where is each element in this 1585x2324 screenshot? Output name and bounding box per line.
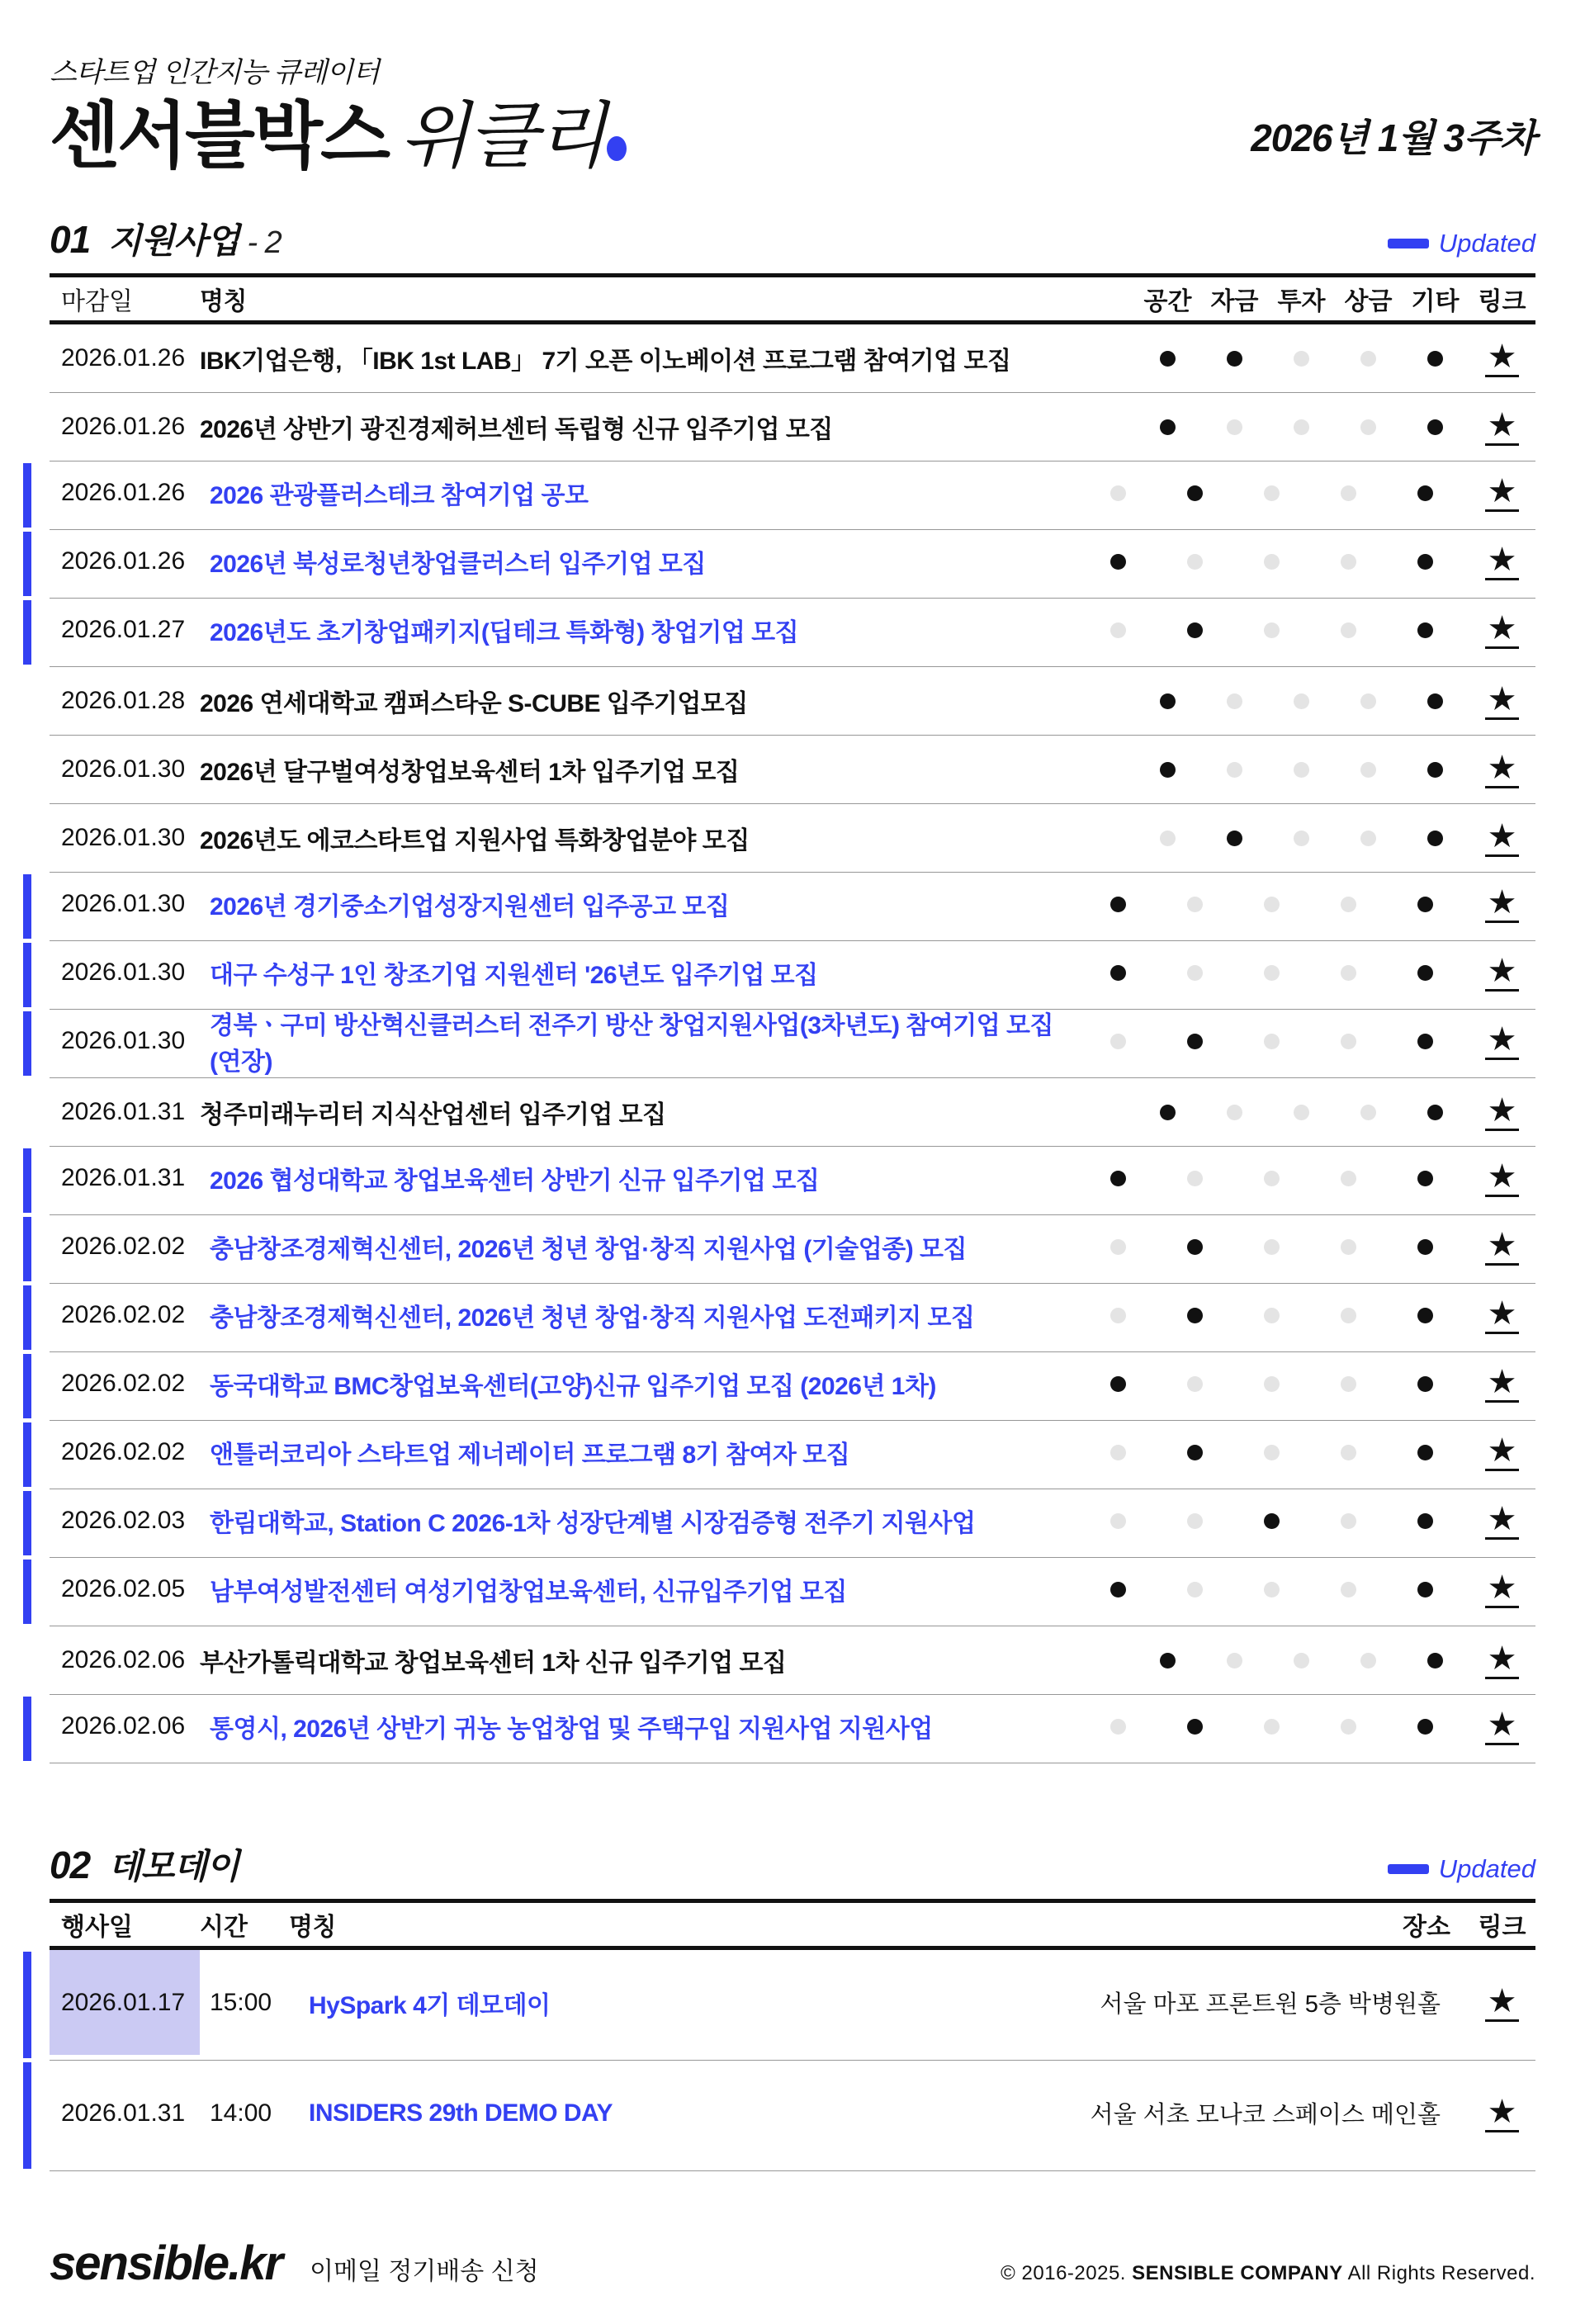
program-title-link[interactable]: 한림대학교, Station C 2026-1차 성장단계별 시장검증형 전주기 지원사업 [210, 1510, 976, 1538]
dot-prize [1335, 693, 1402, 709]
support-table-row [50, 324, 1535, 393]
program-title-link[interactable]: 대구 수성구 1인 창조기업 지원센터 '26년도 입주기업 모집 [210, 962, 818, 990]
column-header-event-date: 행사일 [61, 1914, 133, 1942]
support-table-row [50, 1558, 1535, 1626]
link-cell [1469, 1707, 1535, 1745]
updated-bar-icon [23, 1217, 31, 1281]
dot-prize [1335, 831, 1402, 846]
column-header-link: 링크 [1478, 1914, 1526, 1942]
deadline-cell: 2026.01.30 [61, 1027, 186, 1055]
dot-prize [1315, 965, 1382, 981]
dot-space [1085, 1513, 1152, 1529]
dot-funding [1201, 831, 1268, 846]
link-star-icon[interactable]: ★ [1485, 474, 1520, 512]
dot-space [1085, 1171, 1152, 1186]
column-header-link: 링크 [1478, 288, 1526, 316]
program-title-link[interactable]: 남부여성발전센터 여성기업창업보육센터, 신규입주기업 모집 [210, 1579, 847, 1607]
dot-funding [1162, 1171, 1228, 1186]
support-table-row [50, 461, 1535, 530]
dot-funding [1162, 622, 1228, 638]
dot-funding [1162, 1239, 1228, 1255]
dot-prize [1315, 1239, 1382, 1255]
link-star-icon[interactable]: ★ [1485, 1502, 1520, 1540]
event-title-link[interactable]: INSIDERS 29th DEMO DAY [309, 2099, 613, 2127]
dot-investment [1268, 1105, 1335, 1120]
support-table-row [50, 1215, 1535, 1284]
dot-investment [1238, 1034, 1305, 1049]
link-cell [1469, 2094, 1535, 2132]
dot-space [1085, 1034, 1152, 1049]
program-title-link[interactable]: 2026년 상반기 광진경제허브센터 독립형 신규 입주기업 모집 [200, 416, 833, 444]
support-table-row [50, 667, 1535, 736]
link-cell [1469, 682, 1535, 720]
dot-space [1085, 1582, 1152, 1597]
dot-prize [1315, 622, 1382, 638]
updated-bar-icon [23, 600, 31, 665]
updated-bar-icon [23, 943, 31, 1007]
updated-bar-icon [23, 1354, 31, 1418]
program-title-link[interactable]: 부산가톨릭대학교 창업보육센터 1차 신규 입주기업 모집 [200, 1650, 787, 1678]
dot-etc [1402, 419, 1469, 435]
program-title-link[interactable]: 2026 협성대학교 창업보육센터 상반기 신규 입주기업 모집 [210, 1167, 820, 1195]
dot-prize [1315, 1513, 1382, 1529]
deadline-cell: 2026.01.26 [61, 344, 186, 372]
dot-etc [1402, 693, 1469, 709]
link-cell [1469, 408, 1535, 446]
dot-funding [1162, 1513, 1228, 1529]
dot-investment [1268, 831, 1335, 846]
dot-space [1085, 1308, 1152, 1323]
updated-bar-icon [23, 2062, 31, 2169]
updated-bar-icon [23, 874, 31, 939]
link-cell [1469, 1228, 1535, 1266]
link-cell [1469, 885, 1535, 923]
dot-space [1085, 965, 1152, 981]
updated-dash-icon [1388, 239, 1429, 248]
deadline-cell: 2026.01.30 [61, 824, 186, 852]
dot-space [1085, 554, 1152, 570]
copyright-text [1001, 2262, 1535, 2285]
dot-etc [1392, 1239, 1459, 1255]
dot-etc [1402, 351, 1469, 367]
link-star-icon[interactable]: ★ [1485, 1022, 1520, 1060]
support-table-row [50, 530, 1535, 599]
deadline-cell: 2026.02.03 [61, 1507, 186, 1535]
dot-investment [1268, 762, 1335, 778]
link-star-icon[interactable]: ★ [1485, 819, 1520, 857]
brand-title-bold: 센서블박스 [50, 95, 389, 177]
dot-etc [1392, 485, 1459, 501]
link-cell [1469, 1502, 1535, 1540]
section2-number: 02 [50, 1844, 91, 1887]
brand-dot-icon [607, 136, 627, 161]
updated-bar-icon [23, 1422, 31, 1487]
dot-investment [1238, 1171, 1305, 1186]
dot-prize [1315, 1582, 1382, 1597]
support-table-row [50, 599, 1535, 667]
updated-bar-icon [23, 1560, 31, 1624]
link-cell [1469, 1570, 1535, 1608]
event-place-cell: 서울 서초 모나코 스페이스 메인홀 [1090, 2102, 1441, 2129]
program-title-link[interactable]: 통영시, 2026년 상반기 귀농 농업창업 및 주택구입 지원사업 지원사업 [210, 1716, 933, 1744]
dot-prize [1315, 1171, 1382, 1186]
link-star-icon[interactable]: ★ [1485, 339, 1520, 377]
dot-funding [1162, 1719, 1228, 1735]
section1-title [50, 214, 282, 263]
dot-space [1134, 693, 1201, 709]
support-table-row [50, 1695, 1535, 1763]
deadline-cell: 2026.01.26 [61, 413, 186, 441]
dot-prize [1335, 1653, 1402, 1668]
support-table-row [50, 393, 1535, 461]
dot-prize [1315, 554, 1382, 570]
dot-prize [1335, 762, 1402, 778]
link-star-icon[interactable]: ★ [1485, 1707, 1520, 1745]
updated-bar-icon [23, 1148, 31, 1213]
dot-space [1085, 1445, 1152, 1460]
dot-funding [1162, 1034, 1228, 1049]
dot-investment [1238, 897, 1305, 912]
dot-space [1085, 897, 1152, 912]
link-cell [1469, 1296, 1535, 1334]
link-star-icon[interactable]: ★ [1485, 1641, 1520, 1679]
copyright-company: SENSIBLE COMPANY [1132, 2262, 1343, 2285]
updated-label: Updated [1438, 229, 1535, 258]
demoday-table-body [50, 1950, 1535, 2171]
dot-funding [1162, 1376, 1228, 1392]
support-table-row [50, 1352, 1535, 1421]
dot-etc [1402, 1105, 1469, 1120]
program-title-link[interactable]: 2026년도 에코스타트업 지원사업 특화창업분야 모집 [200, 827, 750, 855]
demoday-table-header [50, 1899, 1535, 1950]
link-star-icon[interactable]: ★ [1485, 2094, 1520, 2132]
dot-etc [1402, 762, 1469, 778]
link-cell [1469, 1093, 1535, 1131]
demoday-table-row [50, 2061, 1535, 2171]
dot-etc [1392, 1445, 1459, 1460]
dot-etc [1392, 1513, 1459, 1529]
dot-space [1085, 1239, 1152, 1255]
deadline-cell: 2026.01.30 [61, 890, 186, 918]
column-header-name: 명칭 [289, 1914, 336, 1942]
dot-funding [1162, 1308, 1228, 1323]
link-star-icon[interactable]: ★ [1485, 750, 1520, 788]
dot-etc [1392, 897, 1459, 912]
link-star-icon[interactable]: ★ [1485, 885, 1520, 923]
link-cell [1469, 474, 1535, 512]
dot-investment [1268, 351, 1335, 367]
dot-investment [1238, 1308, 1305, 1323]
dot-funding [1201, 351, 1268, 367]
deadline-cell: 2026.02.06 [61, 1646, 186, 1674]
dot-space [1134, 831, 1201, 846]
footer-left [50, 2236, 539, 2291]
program-title-link[interactable]: IBK기업은행, 「IBK 1st LAB」 7기 오픈 이노베이션 프로그램 참여기업 모집 [200, 348, 1011, 376]
dot-etc [1392, 554, 1459, 570]
deadline-cell: 2026.02.02 [61, 1301, 186, 1329]
dot-funding [1162, 485, 1228, 501]
deadline-cell: 2026.02.02 [61, 1438, 186, 1466]
deadline-cell: 2026.01.26 [61, 547, 186, 575]
brand-title [50, 95, 627, 177]
dot-investment [1238, 1239, 1305, 1255]
event-date-cell: 2026.01.17 [50, 1950, 200, 2055]
demoday-table-row [50, 1950, 1535, 2061]
dot-space [1085, 1719, 1152, 1735]
deadline-cell: 2026.02.02 [61, 1233, 186, 1261]
program-title-link[interactable]: 앤틀러코리아 스타트업 제너레이터 프로그램 8기 참여자 모집 [210, 1441, 850, 1470]
dot-investment [1238, 554, 1305, 570]
link-cell [1469, 1022, 1535, 1060]
support-table-body [50, 324, 1535, 1763]
support-table-row [50, 736, 1535, 804]
link-cell [1469, 819, 1535, 857]
section1-header [50, 214, 1535, 263]
link-cell [1469, 1365, 1535, 1403]
dot-investment [1238, 965, 1305, 981]
column-header-time: 시간 [200, 1914, 248, 1942]
support-programs-section [50, 214, 1535, 1763]
dot-prize [1335, 351, 1402, 367]
support-table-row [50, 873, 1535, 941]
event-time-cell: 14:00 [210, 2099, 272, 2127]
dot-etc [1392, 1719, 1459, 1735]
updated-legend [1388, 229, 1535, 263]
deadline-cell: 2026.01.31 [61, 1098, 186, 1126]
support-table-row [50, 941, 1535, 1010]
brand-tagline: 스타트업 인간지능 큐레이터 [50, 57, 380, 88]
dot-prize [1335, 1105, 1402, 1120]
dot-etc [1392, 1376, 1459, 1392]
dot-funding [1201, 419, 1268, 435]
event-place-cell: 서울 마포 프론트원 5층 박병원홀 [1100, 1991, 1441, 2019]
copyright-rights: All Rights Reserved. [1347, 2262, 1535, 2285]
support-table-header [50, 273, 1535, 324]
dot-space [1085, 622, 1152, 638]
program-title-link[interactable]: 2026년도 초기창업패키지(딥테크 특화형) 창업기업 모집 [210, 619, 799, 647]
updated-legend-2 [1388, 1854, 1535, 1889]
email-subscribe-link[interactable]: 이메일 정기배송 신청 [310, 2258, 539, 2286]
dot-etc [1402, 831, 1469, 846]
program-title-link[interactable]: 2026년 달구벌여성창업보육센터 1차 입주기업 모집 [200, 759, 740, 787]
dot-investment [1238, 1513, 1305, 1529]
dot-funding [1162, 554, 1228, 570]
updated-bar-icon [23, 1011, 31, 1076]
deadline-cell: 2026.01.31 [61, 1164, 186, 1192]
dot-space [1134, 419, 1201, 435]
dot-prize [1315, 897, 1382, 912]
footer-logo: sensible.kr [50, 2236, 282, 2291]
section2-title [50, 1839, 239, 1889]
column-header-place: 장소 [1403, 1914, 1450, 1942]
dot-investment [1238, 622, 1305, 638]
brand-block [50, 50, 627, 177]
support-table-row [50, 1147, 1535, 1215]
copyright-prefix: © 2016-2025. [1001, 2262, 1126, 2285]
link-star-icon[interactable]: ★ [1485, 1365, 1520, 1403]
demoday-table [50, 1899, 1535, 2171]
support-table-row [50, 804, 1535, 873]
brand-title-light: 위클리 [400, 95, 606, 177]
column-header-space: 공간 [1143, 288, 1192, 316]
dot-funding [1201, 1653, 1268, 1668]
link-cell [1469, 1641, 1535, 1679]
program-title-link[interactable]: 동국대학교 BMC창업보육센터(고양)신규 입주기업 모집 (2026년 1차) [210, 1373, 936, 1401]
dot-etc [1392, 1582, 1459, 1597]
link-star-icon[interactable]: ★ [1485, 1228, 1520, 1266]
deadline-cell: 2026.01.30 [61, 958, 186, 987]
support-table-row [50, 1421, 1535, 1489]
dot-funding [1162, 897, 1228, 912]
dot-space [1134, 351, 1201, 367]
dot-space [1134, 1653, 1201, 1668]
column-header-deadline: 마감일 [61, 288, 133, 316]
event-date-cell: 2026.01.31 [61, 2099, 186, 2127]
updated-dash-icon [1388, 1864, 1429, 1874]
column-header-funding: 자금 [1210, 288, 1259, 316]
program-title-link[interactable]: 2026년 경기중소기업성장지원센터 입주공고 모집 [210, 893, 730, 921]
dot-prize [1315, 1376, 1382, 1392]
dot-prize [1315, 1308, 1382, 1323]
dot-investment [1238, 1719, 1305, 1735]
deadline-cell: 2026.01.30 [61, 755, 186, 783]
dot-investment [1238, 1376, 1305, 1392]
dot-funding [1162, 1445, 1228, 1460]
dot-etc [1392, 965, 1459, 981]
deadline-cell: 2026.01.27 [61, 616, 186, 644]
support-table-row [50, 1626, 1535, 1695]
link-cell [1469, 339, 1535, 377]
dot-prize [1315, 1034, 1382, 1049]
program-title-link[interactable]: 2026 관광플러스테크 참여기업 공모 [210, 482, 589, 510]
link-cell [1469, 750, 1535, 788]
dot-prize [1335, 419, 1402, 435]
link-star-icon[interactable]: ★ [1485, 1296, 1520, 1334]
dot-etc [1392, 1034, 1459, 1049]
program-title-link[interactable]: 2026 연세대학교 캠퍼스타운 S-CUBE 입주기업모집 [200, 690, 748, 718]
link-star-icon[interactable]: ★ [1485, 1433, 1520, 1471]
link-star-icon[interactable]: ★ [1485, 1159, 1520, 1197]
link-star-icon[interactable]: ★ [1485, 682, 1520, 720]
issue-date: 2026년 1월 3주차 [1251, 116, 1535, 160]
support-table-row [50, 1010, 1535, 1078]
link-star-icon[interactable]: ★ [1485, 408, 1520, 446]
section2-header [50, 1839, 1535, 1889]
event-time-cell: 15:00 [210, 1988, 272, 2016]
dot-investment [1268, 419, 1335, 435]
link-cell [1469, 611, 1535, 649]
dot-funding [1201, 1105, 1268, 1120]
program-title-link[interactable]: 경북ㆍ구미 방산혁신클러스터 전주기 방산 창업지원사업(3차년도) 참여기업 모집 (연장) [210, 1012, 1054, 1077]
column-header-investment: 투자 [1277, 288, 1326, 316]
dot-investment [1238, 1445, 1305, 1460]
link-star-icon[interactable]: ★ [1485, 611, 1520, 649]
support-table [50, 273, 1535, 1763]
dot-space [1085, 485, 1152, 501]
footer [50, 2236, 1535, 2291]
updated-bar-icon [23, 1491, 31, 1555]
program-title-link[interactable]: 2026년 북성로청년창업클러스터 입주기업 모집 [210, 551, 706, 579]
column-header-name: 명칭 [200, 288, 247, 316]
updated-label: Updated [1438, 1854, 1535, 1884]
deadline-cell: 2026.02.02 [61, 1370, 186, 1398]
dot-investment [1238, 1582, 1305, 1597]
deadline-cell: 2026.02.06 [61, 1712, 186, 1740]
section1-number: 01 [50, 218, 91, 262]
section2-name: 데모데이 [108, 1847, 239, 1886]
updated-bar-icon [23, 463, 31, 528]
section1-suffix: - 2 [247, 225, 282, 261]
dot-funding [1201, 693, 1268, 709]
link-star-icon[interactable]: ★ [1485, 1984, 1520, 2022]
dot-etc [1402, 1653, 1469, 1668]
dot-prize [1315, 485, 1382, 501]
support-table-row [50, 1284, 1535, 1352]
program-title-link[interactable]: 충남창조경제혁신센터, 2026년 청년 창업·창직 지원사업 (기술업종) 모집 [210, 1236, 968, 1264]
dot-investment [1268, 1653, 1335, 1668]
updated-bar-icon [23, 1285, 31, 1350]
link-star-icon[interactable]: ★ [1485, 1570, 1520, 1608]
dot-space [1134, 762, 1201, 778]
dot-etc [1392, 1308, 1459, 1323]
program-title-link[interactable]: 청주미래누리터 지식산업센터 입주기업 모집 [200, 1101, 666, 1129]
dot-space [1134, 1105, 1201, 1120]
dot-funding [1162, 1582, 1228, 1597]
column-header-etc: 기타 [1411, 288, 1460, 316]
dot-funding [1162, 965, 1228, 981]
updated-bar-icon [23, 532, 31, 596]
support-table-row [50, 1489, 1535, 1558]
deadline-cell: 2026.01.26 [61, 479, 186, 507]
link-cell [1469, 1433, 1535, 1471]
link-star-icon[interactable]: ★ [1485, 1093, 1520, 1131]
dot-investment [1238, 485, 1305, 501]
dot-space [1085, 1376, 1152, 1392]
link-star-icon[interactable]: ★ [1485, 954, 1520, 992]
demoday-section [50, 1839, 1535, 2171]
link-cell [1469, 1984, 1535, 2022]
dot-funding [1201, 762, 1268, 778]
program-title-link[interactable]: 충남창조경제혁신센터, 2026년 청년 창업·창직 지원사업 도전패키지 모집 [210, 1304, 975, 1332]
dot-prize [1315, 1445, 1382, 1460]
support-table-row [50, 1078, 1535, 1147]
dot-investment [1268, 693, 1335, 709]
link-star-icon[interactable]: ★ [1485, 542, 1520, 580]
link-cell [1469, 542, 1535, 580]
updated-bar-icon [23, 1697, 31, 1761]
deadline-cell: 2026.02.05 [61, 1575, 186, 1603]
updated-bar-icon [23, 1952, 31, 2058]
event-title-link[interactable]: HySpark 4기 데모데이 [309, 1991, 551, 2019]
column-header-prize: 상금 [1344, 288, 1393, 316]
deadline-cell: 2026.01.28 [61, 687, 186, 715]
link-cell [1469, 1159, 1535, 1197]
dot-etc [1392, 1171, 1459, 1186]
section1-name: 지원사업 [108, 221, 239, 261]
masthead [50, 50, 1535, 177]
link-cell [1469, 954, 1535, 992]
dot-prize [1315, 1719, 1382, 1735]
dot-etc [1392, 622, 1459, 638]
